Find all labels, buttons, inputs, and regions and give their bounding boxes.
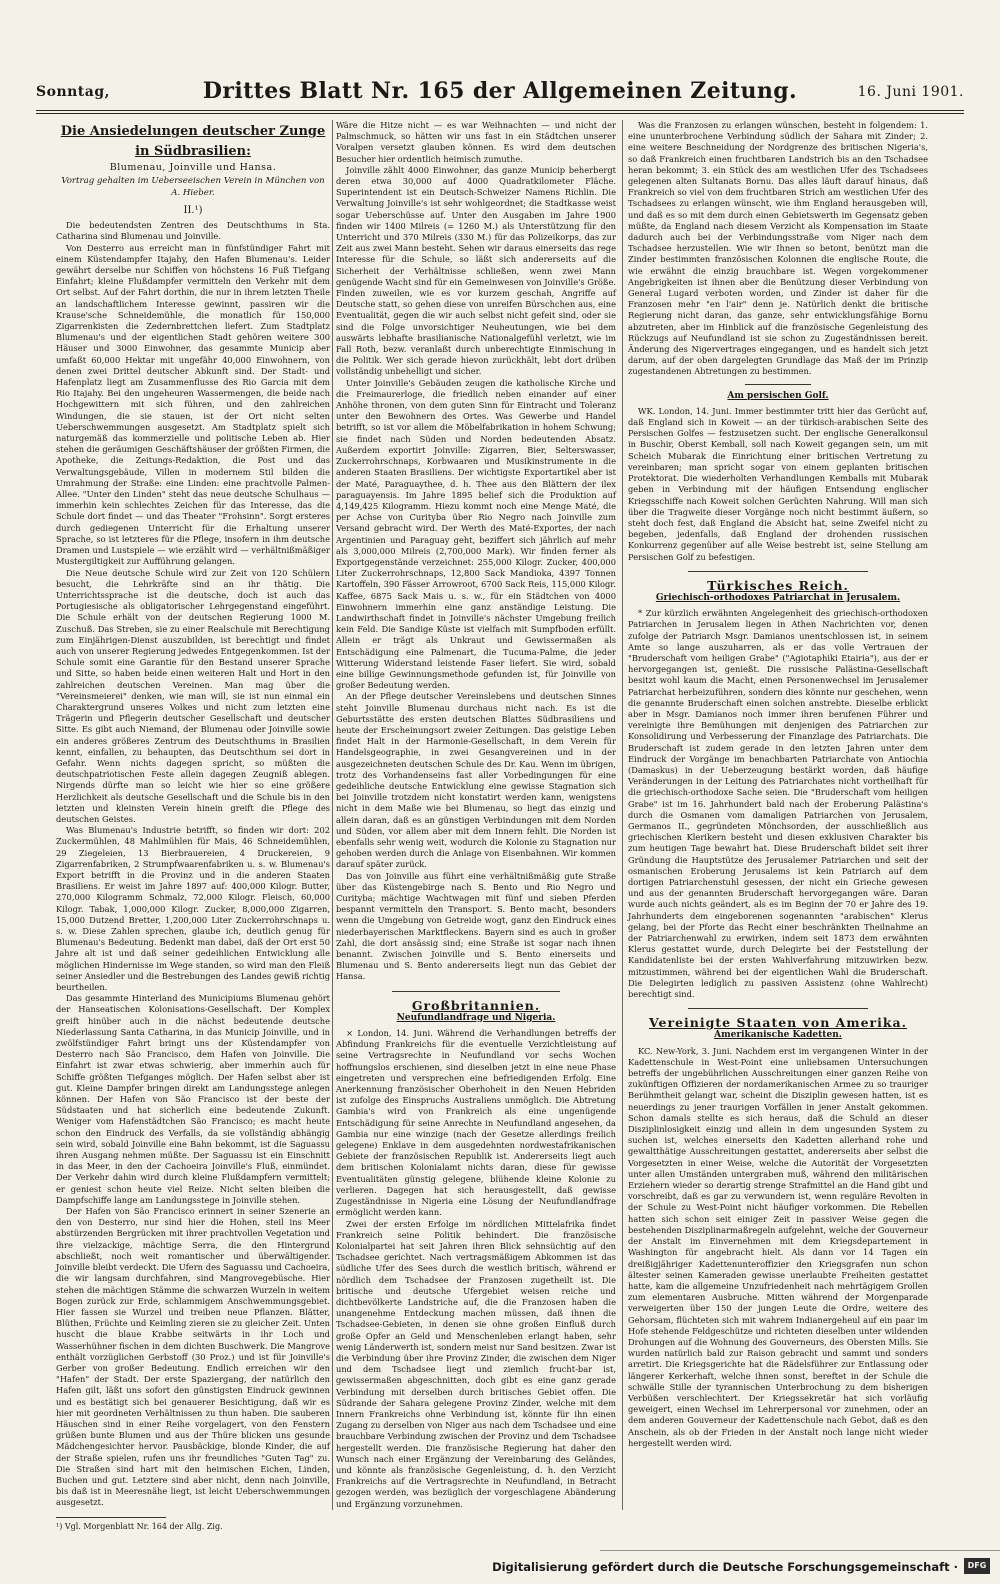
footer-rule — [600, 1550, 1000, 1551]
section-heading: Türkisches Reich. — [707, 577, 849, 593]
paragraph: Wäre die Hitze nicht — es war Weihnachten — und nicht der Palmschmuck, so hätten wir uns fast in ein Städtchen unserer Voralpen versetzt glauben können. Es wird dem deutschen Besucher hier ordentlich heimisch zumuthe. — [336, 120, 616, 164]
paragraph: * Zur kürzlich erwähnten Angelegenheit des griechisch-orthodoxen Patriarchen in Jerusalem liegen in Athen Nachrichten vor, denen zufolge der Patriarch Msgr. Damianos unentschlossen ist, in seinem Amte so lange auszuharren, als er das volle Vertrauen der "Bruderschaft vom heiligen Grabe" ("Agiotaphiki Etairia"), aus der er hervorgegangen ist, genießt. Die russische Palästina-Gesellschaft besitzt wohl kaum die Macht, einen Personenwechsel im Jerusalemer Patriarchat herbeizuführen, sondern dies könnte nur geschehen, wenn die genannte Bruderschaft einen solchen anstrebte. Dieselbe erblickt aber in Msgr. Damianos noch immer ihren berufenen Führer und vereinigte ihre Bemühungen mit denjenigen des Patriarchen zur Konsolidirung und Verbesserung der Finanzlage des Patriarchats. Die Bruderschaft ist zudem gerade in den letzten Jahren unter dem Eindruck der Vorgänge im benachbarten Patriarchate von Antiochia (Damaskus) in der Ueberzeugung bestärkt worden, daß häufige Veränderungen in der Leitung des Patriarchates nicht vortheilhaft für die griechisch-orthodoxe Sache seien. Die "Bruderschaft vom heiligen Grabe" ist im 16. Jahrhundert bald nach der Eroberung Palästina's durch die Osmanen vom damaligen Patriarchen von Jerusalem, Germanos II., gegründeten Mönchsorden, der ausschließlich aus griechischen Klerikern besteht und diesen exklusiven Charakter bis zum heutigen Tage bewahrt hat. Diese Bruderschaft bildet seit ihrer Gründung die Hauptstütze des Jerusalemer Patriarchen und seit der osmanischen Eroberung Jerusalems ist kein Patriarch auf dem dortigen Patriarchenstuhl gesessen, der nicht ein Grieche gewesen und aus der genannten Bruderschaft hervorgegangen wäre. Daran wurde auch nichts geändert, als es im Beginn der 70 er Jahre des 19. Jahrhunderts dem eingeborenen sogenannten "arabischen" Klerus gelang, bei der Pforte das Recht einer beschränkten Theilnahme an der Patriarchenwahl zu erwirken, indem seit 1873 dem erwähnten Klerus gestattet wurde, durch Delegirte bei der Feststellung der Kandidatenliste bei der ersten Wahlverfahrung mitzuwirken bezw. mitzustimmen, während bei der eigentlichen Wahl die Bruderschaft. Die Delegirten lediglich zu passiven Assistenz (ohne Wahlrecht) berechtigt sind. — [628, 608, 928, 1000]
section-subheading: Amerikanische Kadetten. — [714, 1030, 842, 1041]
footer — [0, 1552, 1000, 1584]
article-part: II.¹) — [183, 205, 203, 216]
masthead-rule-thin — [36, 113, 964, 114]
section-separator — [688, 1008, 868, 1009]
masthead-rule — [36, 110, 964, 111]
paragraph: Die bedeutendsten Zentren des Deutschthums in Sta. Catharina sind Blumenau und Joinville. — [56, 220, 330, 242]
paragraph: Unter Joinville's Gebäuden zeugen die katholische Kirche und die Freimaurerloge, die friedlich neben einander auf einer Anhöhe thronen, von dem guten Sinn für Eintracht und Toleranz unter den Bewohnern des Ortes. Was Gewerbe und Handel betrifft, so ist vor allem die Möbelfabrikation in hohem Schwung; sie findet nach Süden und Norden bedeutenden Absatz. Außerdem exportirt Joinville: Zigarren, Bier, Selterswasser, Zuckerrohrschnaps, Korbwaaren und Musikinstrumente in die anderen Staaten Brasiliens. Der wichtigste Exportartikel aber ist der Maté, Paraguaythee, d. h. Thee aus den Blättern der ilex paraguayensis. Im Jahre 1895 belief sich die Produktion auf 4,149,425 Kilogramm. Hiezu kommt noch eine Menge Maté, die per Achse von Curityba über Rio Negro nach Joinville zum Versand gebracht wird. Der Werth des Maté-Exportes, der nach Argentinien und Paraguay geht, beziffert sich jährlich auf mehr als 3,000,000 Milreis (2,700,000 Mark). Wir finden ferner als Exportgegenstände verzeichnet: 255,000 Kilogr. Zucker, 400,000 Liter Zuckerrohrschnaps, 12,800 Sack Mandioka, 4397 Tonnen Kartoffeln, 390 Fässer Arrowroot, 6700 Sack Reis, 115,000 Kilogr. Kaffee, 6875 Sack Mais u. s. w., für ein Städtchen von 4000 Einwohnern immerhin eine ganz anständige Leistung. Die Landwirthschaft findet in Joinville's nächster Umgebung freilich kein Feld. Die Sandige Küste ist vielfach mit Sumpfboden erfüllt. Allein er trägt als Unkraut und Gewissermaßen als Entschädigung eine Palmenart, die Tucuma-Palme, die jeder Witterung Widerstand leistende Faser liefert. Sie wird, sobald eine billige Gewinnungsmethode gefunden ist, für Joinville von großer Bedeutung werden. — [336, 377, 616, 691]
paragraph: Die Neue deutsche Schule wird zur Zeit von 120 Schülern besucht, die Lehrkräfte sind an ihr thätig. Die Unterrichtssprache ist die deutsche, doch ist auch das Portugiesische als obligatorischer Lehrgegenstand eingeführt. Die Schule erhält von der deutschen Regierung 1000 M. Zuschuß. Das Streben, sie zu einer Realschule mit Berechtigung zum Einjährigen-Dienst auszubilden, ist berechtigt und findet auch von unserer Regierung jedwedes Entgegenkommen. Ist der Schule somit eine Garantie für den Bestand unserer Sprache und Sitte, so haben beide einen weiteren Halt und Hort in den zahlreichen deutschen Vereinen. Man mag über die "Vereinsmeierei" denken, wie man will, sie ist nun einmal ein Charaktergrund unseres Volkes und nicht zum letzten eine Trägerin und Pflegerin deutscher Gesellschaft und deutscher Sitte. Es gibt auch Niemand, der Blumenau oder Joinville sowie ein anderes größeres Zentrum des Deutschthums in Brasilien kennt, einfallen, zu behaupten, das Deutschthum sei dort in Gefahr. Wenn nichts dagegen spricht, so müßten die deutschpatriotischen Feste allein dagegen Zeugniß ablegen. Nirgends dürfte man so leicht wie hier so eine größere Herzlichkeit als deutsche Gesellschaft und die Schule bis in den letzten und kleinsten Verein hinein greift die Pflege des deutschen Geistes. — [56, 567, 330, 824]
section-heading: Vereinigte Staaten von Amerika. — [649, 1015, 907, 1031]
dfg-logo-icon: DFG — [964, 1558, 990, 1574]
masthead-day: Sonntag, — [36, 84, 111, 100]
article-subtitle: Blumenau, Joinville und Hansa. — [109, 162, 277, 173]
column-2 — [336, 120, 616, 1510]
article-title: Die Ansiedelungen deutscher Zunge — [60, 124, 326, 139]
masthead-date: 16. Juni 1901. — [857, 84, 964, 100]
paragraph: Das von Joinville aus führt eine verhältnißmäßig gute Straße über das Küstengebirge nach S. Bento und Rio Negro und Curityba; mächtige Wachtwagen mit fünf und sieben Pferden bespannt vermitteln den Transport. S. Bento macht, besonders wenn die Umgebung von Getreide wogt, ganz den Eindruck eines niederbayerischen Marktfleckens. Bayern sind es auch in großer Zahl, die dort ansässig sind; eine Straße ist sogar nach ihnen benannt. Zwischen Joinville und S. Bento einerseits und Blumenau und S. Bento andererseits liegt nun das Gebiet der Hansa. — [336, 870, 616, 982]
section-subheading: Griechisch-orthodoxes Patriarchat in Jerusalem. — [655, 592, 901, 603]
section-separator — [688, 571, 868, 572]
section-separator — [392, 991, 560, 992]
masthead-title: Drittes Blatt Nr. 165 der Allgemeinen Zeitung. — [202, 78, 798, 104]
section-separator — [745, 384, 811, 385]
paragraph: An der Pflege deutscher Vereinslebens und deutschen Sinnes steht Joinville Blumenau durchaus nicht nach. Es ist die Geburtsstätte des ersten deutschen Blattes Südbrasiliens und heute der Erscheinungsort zweier Zeitungen. Das geistige Leben findet Halt in der Harmonie-Gesellschaft, in dem Verein für Handelsgeographie, in zwei Gesangvereinen und in der ausgezeichneten deutschen Schule des Dr. Kau. Wenn im übrigen, trotz des Vorhandenseins fast aller Vorbedingungen für eine gedeihliche deutsche Entwicklung eine gewisse Stagnation sich bei Joinville trotzdem nicht konstatirt werden kann, wenigstens nicht in dem Maße wie bei Blumenau, so liegt das einzig und allein daran, daß es an günstigen Verbindungen mit dem Norden und Süden, vor allem aber mit dem Innern fehlt. Die Norden ist ebenfalls sehr wenig weit, wodurch die Kolonie zu Stagnation nur gehoben werden durch die Anlage von Eisenbahnen. Wir kommen darauf später zurück. — [336, 691, 616, 870]
paragraph: WK. London, 14. Juni. Immer bestimmter tritt hier das Gerücht auf, daß England sich in Koweit — an der türkisch-arabischen Seite des Persischen Golfes — festzusetzen sucht. Der englische Generalkonsul in Buschir, Oberst Kemball, soll nach Koweit gegangen sein, um mit Scheich Mubarak die Einrichtung einer britischen Vertretung zu vereinbaren; man spricht sogar von einem geplanten britischen Protektorat. Die wiederholten Verhandlungen Kemballs mit Mubarak geben in Verbindung mit der häufigen Entsendung englischer Kriegsschiffe nach Koweit solchen Gerüchten Nahrung. Will man sich über die Tragweite dieser Vorgänge noch nicht bestimmt äußern, so steht doch fest, daß England die Absicht hat, seine Zweifel nicht zu begeben, jedenfalls, daß England der drohenden russischen Konkurrenz gegenüber auf alle Weise bestrebt ist, seine Stellung am Persischen Golf zu befestigen. — [628, 405, 928, 562]
section-heading: Großbritannien. — [411, 997, 541, 1013]
column-divider — [332, 120, 333, 1510]
paragraph: Das gesammte Hinterland des Municipiums Blumenau gehört der Hanseatischen Kolonisations-Gesellschaft. Der Komplex greift hinüber auch in die nächst bedeutende deutsche Niederlassung Santa Catharina, in das Municip Joinville, und in zwölfstündiger Fahrt bringt uns der Küstendampfer von Desterro nach São Francisco, dem Hafen von Joinville. Die Einfahrt ist zwar etwas schwierig, aber immerhin auch für Schiffe größten Tiefganges möglich. Der Hafen selbst aber ist gut. Kleine Dampfer bringen direkt am Landungsstege anlegen können. Der Hafen von São Francisco ist der beste der Südstaaten und hat sicherlich eine bedeutende Zukunft. Weniger vom Hafenstädtchen São Francisco; es macht heute schon den Eindruck des Verfalls, da sie vollständig abhängig sein wird, sobald Joinville eine Bahn bekommt, ist die Saguassu ihren Ausgang nehmen müßte. Der Saguassu ist ein Einschnitt in das Meer, in den der Cachoeira Joinville's Fluß, einmündet. Der Verkehr dahin wird durch kleine Flußdampfern vermittelt; er geniest schon heute viel Reize. Nicht selten bleiben die Dampfschiffe lange am Landungsstege in Joinville stehen. — [56, 993, 330, 1205]
section-subheading: Neufundlandfrage und Nigeria. — [396, 1012, 556, 1023]
article-title: in Südbrasilien: — [135, 144, 251, 159]
footnote: ¹) Vgl. Morgenblatt Nr. 164 der Allg. Zig. — [56, 1521, 223, 1531]
article-byline: Vortrag gehalten im Ueberseeischen Verein in München von — [61, 176, 325, 186]
paragraph: Was Blumenau's Industrie betrifft, so finden wir dort: 202 Zuckermühlen, 48 Mahlmühlen für Mais, 46 Schneidemühlen, 29 Ziegeleien, 13 Bierbrauereien, 4 Druckereien, 9 Zigarrenfabriken, 2 Strumpfwaarenfabriken u. s. w. Blumenau's Export betrifft in die Provinz und in die anderen Staaten Brasiliens. Er weist im Jahre 1897 auf: 400,000 Kilogr. Butter, 270,000 Kilogramm Schmalz, 72,000 Kilogr. Fleisch, 60,000 Kilogr. Tabak, 1,000,000 Kilogr. Zucker, 8,000,000 Zigarren, 15,000 Dutzend Bretter, 1,200,000 Liter Zuckerrohrschnaps u. s. w. Diese Zahlen sprechen, glaube ich, deutlich genug für Blumenau's Bedeutung. Bedenkt man dabei, daß der Ort erst 50 Jahre alt ist und daß seiner gedeihlichen Entwicklung alle möglichen Hindernisse im Wege standen, so wird man den Fleiß seiner Ansiedler und die Bestrebungen des Landes gewiß richtig beurtheilen. — [56, 825, 330, 993]
paragraph: Von Desterro aus erreicht man in fünfstündiger Fahrt mit einem Küstendampfer Itajahy, den Hafen Blumenau's. Leider gewährt derselbe nur Schiffen von höchstens 16 Fuß Tiefgang Einfahrt; kleine Flußdampfer vermitteln den Verkehr mit dem Ort selbst. Auf der Fahrt dorthin, die nur in ihrem letzten Theile an landschaftlichem Interesse gewinnt, passiren wir die Krause'sche Schneidemühle, die monatlich für 150,000 Zigarrenkisten die Zedernbrettchen liefert. Zum Stadtplatz Blumenau's und der eigentlichen Stadt gehören weitere 300 Häuser und 3000 Einwohner, das gesammte Municip aber umfaßt 60,000 Hektar mit ungefähr 40,000 Einwohnern, von denen zwei Drittel deutscher Abkunft sind. Der Stadt- und Hafenplatz liegt am Zusammenflusse des Rio Garcia mit dem Rio Itajahy. Bei den ungeheuren Wassermengen, die beide nach Hochgewittern mit sich führen, und den zahlreichen Windungen, die sie stauen, ist der Ort nicht selten Ueberschwemmungen ausgesetzt. Am Stadtplatz spielt sich naturgemäß das kommerzielle und politische Leben ab. Hier stehen die geräumigen Geschäftshäuser der größten Firmen, die Apotheke, die Zeitungs-Redaktion, die Post und das Verwaltungsgebäude, Villen in modernem Stil bilden die Umrahmung der Straße: eine Linden: eine prachtvolle Palmen-Allee. "Unter den Linden" steht das neue deutsche Schulhaus — immerhin kein schlechtes Zeichen für das Interesse, das die Schule dort findet — und das Theater "Frohsinn". Sorgt ersteres durch gediegenen Unterricht für die Erhaltung unserer Sprache, so ist letzteres für die Pflege, insofern in ihm deutsche Dramen und Lustspiele — wie erzählt wird — verhältnißmäßiger Mustergiltigkeit zur Aufführung gelangen. — [56, 242, 330, 567]
paragraph: Was die Franzosen zu erlangen wünschen, besteht in folgendem: 1. eine ununterbrochene Verbindung südlich der Sahara mit Zinder; 2. eine weitere Beschneidung der Nordgrenze des britischen Nigeria's, so daß Frankreich einen fruchtbaren Landstrich bis an den Tschadsee heran bekommt; 3. ein Stück des am westlichen Ufer des Tschadsees gelegenen alten Sultanats Bornu. Das alles läuft darauf hinaus, daß Frankreich so viel von dem fruchtbaren Strich am westlichen Ufer des Tschadsees zu erlangen wünscht, wie ihm England herausgeben will, und daß es so mit dem durch einen Gebietswerth im Gegensatz geben müßte, da England nach diesem Verzicht als Kompensation im Staate dadurch auch bei der Verbindungsstraße vom Niger nach dem Tschadsee herzustellen. Wie wir Ihnen so betont, benützt man die Zinder bestimmten französischen Kolonnen die englische Route, die wie erwähnt die einzig brauchbare ist. Wegen vorgekommener Angebrigkeiten ist ihnen aber die Benützung dieser Verbindung von General Lugard verboten worden, und Zinder ist daher für die Franzosen mehr "en l'air" denn je. Natürlich denkt die britische Regierung nicht daran, das ganze, sehr entwicklungsfähige Bornu abzutreten, aber im Hinblick auf die französische Gegenleistung des Rückzugs auf Neufundland ist sie schon zu Zugeständnissen bereit. Änderung des Nigervertrages eingegangen, und es handelt sich jetzt darum, auf der oben dargelegten Grundlage das Maß der im Prinzip zugestandenen Abtretungen zu bestimmen. — [628, 120, 928, 377]
masthead — [36, 78, 964, 106]
column-divider — [622, 120, 623, 1510]
section-subheading: Am persischen Golf. — [727, 390, 829, 401]
column-3 — [628, 120, 928, 1449]
paragraph: Der Hafen von São Francisco erinnert in seiner Szenerie an den von Desterro, nur sind hier die Hohen, steil ins Meer abstürzenden Bergrücken mit ihrer prachtvollen Vegetation und ihre vielzackige, mächtige Serra, die den Hintergrund abschließt, noch weit romantischer und überwältigender. Joinville bleibt verdeckt. Die Ufern des Saguassu und Cachoeira, die wir langsam durchfahren, sind Mangrovegebüsche. Hier stehen die mächtigen Stämme die schwarzen Wurzeln in weitem Bogen zurück zur Erde, schlammigem Anschwemmungsgebiet. Hier fassen sie Wurzel und treiben neue Pflanzen. Blätter, Blüthen, Früchte und Keimling zieren sie zu gleicher Zeit. Unten huscht die blaue Krabbe seitwärts in ihr Loch und Wasserhühner fischen in dem dichten Buschwerk. Die Mangrove enthält vorzüglichen Gerbstoff (30 Proz.) und ist für Joinville's Gerber von großer Bedeutung. Endlich erreichen wir den "Hafen" der Stadt. Der erste Spaziergang, der natürlich den Hafen gilt, läßt uns sofort den günstigsten Eindruck gewinnen und es bestätigt sich bei genauerer Besichtigung, daß wir es hier mit geordneten Verhältnissen zu thun haben. Die sauberen Häuschen sind in einer Reihe vorgelagert, von den Fenstern grüßen bunte Blumen und aus der Thüre blicken uns gesunde Mädchengesichter hervor. Pausbäckige, blonde Kinder, die auf der Straße spielen, rufen uns ihr freundliches "Guten Tag" zu. Die Straßen sind hart mit den heimischen Eichen, Linden, Buchen und gut. Letztere sind aber nicht, denn nach Joinville, bis daß ist in Meeresnähe liegt, ist leicht Ueberschwemmungen ausgesetzt. — [56, 1206, 330, 1508]
paragraph: × London, 14. Juni. Während die Verhandlungen betreffs der Abfindung Frankreichs für die eventuelle Verzichtleistung auf seine Vertragsrechte in Neufundland vor sechs Wochen hoffnungslos erschienen, sind dieselben jetzt in eine neue Phase eingetreten und versprechen eine befriedigenden Erfolg. Eine Anerkennung französischer Oberhoheit in den Neuen Hebriden ist zufolge des Einspruchs Australiens unmöglich. Die Abtretung Gambia's wird von Frankreich als eine ungenügende Entschädigung für seine Anrechte in Neufundland angesehen, da Gambia nur eine winzige (nach der Gesetze allerdings freilich gelegene) Enklave in dem ausgedehnten nordwestafrikanischen Gebiete der französischen Republik ist. Andererseits liegt auch dem britischen Kolonialamt nichts daran, diese für gewisse Eventualitäten günstig gelegene, blühende kleine Kolonie zu verlieren. Dagegen hat sich herausgestellt, daß gewisse Zugeständnisse in Nigeria eine Lösung der Neufundlandfrage ermöglicht werden kann. — [336, 1028, 616, 1218]
column-1 — [56, 120, 330, 1532]
paragraph: Zwei der ersten Erfolge im nördlichen Mittelafrika findet Frankreich seine Politik behindert. Die französische Kolonialpartei hat seit Jahren ihren Blick sehnsüchtig auf den Tschadsee gerichtet. Nach vertragsmäßigem Abkommen ist das südliche Ufer des Sees durch die westlich britisch, während er nördlich dem Tschadsee der Franzosen zugetheilt ist. Die britische und deutsche Ufergebiet weisen reiche und dichtbevölkerte Landstriche auf, die die Franzosen haben die unangenehme Entdeckung machen müssen, daß ihnen die Tschadsee-Gebieten, in denen sie ohne großen Einfluß durch große Opfer an Geld und Menschenleben erlangt haben, sehr wenig Länderwerth ist, sondern meist nur Sand besitzen. Zwar ist die Verbindung über ihre Provinz Zinder, die zwischen dem Niger und dem Tschadsee liegt und ziemlich frucht-bar ist, gewissermaßen abgeschnitten, doch gibt es eine ganz gerade Verbindung mit derselben durch britisches Gebiet offen. Die Südrande der Sahara gelegene Provinz Zinder, welche mit dem Innern Frankreichs ohne Verbindung ist, könnte für ihn einen Zugang zu derselben von Niger aus nach dem Tschadsee und eine brauchbare Verbindung zwischen der Provinz und dem Tschadsee hergestellt werden. Die französische Regierung hat daher den Wunsch nach einer Ergänzung der Vereinbarung des Geländes, und könnte als französische Gegenleistung, d. h. den Verzicht Frankreichs auf die Vertragsrechte in Neufundland, in Betracht gezogen werden, was bezüglich der vorgeschlagene Abänderung und Ergänzung vorzunehmen. — [336, 1218, 616, 1509]
article-author: A. Hieber. — [171, 188, 215, 198]
paragraph: KC. New-York, 3. Juni. Nachdem erst im vergangenen Winter in der Kadettenschule in West-Point eine unliebsamen Untersuchungen betreffs der ungebührlichen Ausschreitungen einer ganzen Reihe von zukünftigen Offizieren der nordamerikanischen Armee zu so trauriger Berühmtheit gelangt war, scheint die Disziplin gewesen hatten, ist es neuerdings zu jener traurigen Vorfällen in jener Anstalt gekommen. Schon damals stellte es sich heraus, daß die Schuld an dieser Disziplinlosigkeit einzig und allein in dem ungesunden System zu suchen ist, welches einerseits den Kadetten allerhand rohe und gewaltthätige Ausschreitungen gestattet, andererseits aber selbst die Vorgesetzten in einer Weise, welche die Autorität der Vorgesetzten unter allen Umständen untergraben muß, während den militärischen Erziehern wieder so derartig strenge Strafmittel an die Hand gibt und vorschreibt, daß es gar zu verwundern ist, wenn reguläre Revolten in der Schule zu West-Point nicht häufiger vorkommen. Die Rebellen hatten sich schon seit einiger Zeit in passiver Weise gegen die bestehenden Disziplinarmaßregeln aufgelehnt, welche der Gouverneur der Anstalt im Einvernehmen mit dem Kriegsdepartement in Washington für angebracht hielt. Als dann vor 14 Tagen ein dreißigjähriger Kadettenunteroffizier den Kriegsgrafen nun schon ältester seinen Kameraden gewisse unerlaubte Freiheiten gestattet hatte, kam die allgemeine Unzufriedenheit nach mehrtägigem Grollen zum elementaren Ausbruche. Mitten während der Morgenparade verweigerten über 150 der jungen Leute die Ordre, weitere des Gehorsam, flüchteten sich mit wahrem Indianergeheul auf ein paar im Hofe stehende Feldgeschütze und richteten dieselben unter wildenden Drohungen auf die Wohnung des Gouverneurs, des Obersten Mills. Sie wurden natürlich bald zur Raison gebracht und sammt und sonders arretirt. Die Kriegsgerichte hat die Rädelsführer zur Entlassung oder längerer Kerkerhaft, welche ihnen sonst, bereftet in der Schule die schwälle Stille der tyrannischen Unterbrochung zu dem bisherigen Verbüßen verschlechtert. Der Kriegssekretär hat sich vorläufig geweigert, einen Wechsel im Lehrerpersonal vor zunehmen, oder an dem anderen Gouverneur der Kadettenschule nach Gebot, daß es den Anschein, als ob der Frieden in der Anstalt noch lange nicht wieder hergestellt werden wird. — [628, 1045, 928, 1448]
footnote-rule — [56, 1517, 166, 1518]
digitisation-credit: Digitalisierung gefördert durch die Deutsche Forschungsgemeinschaft · — [492, 1560, 958, 1574]
paragraph: Joinville zählt 4000 Einwohner, das ganze Municip beherbergt deren etwa 30,000 auf 4000 Quadratkilometer Fläche. Superintendent ist ein Deutsch-Schweizer Namens Richlin. Die Verwaltung Joinville's ist sehr wohlgeordnet; die Stadtkasse weist sogar Ueberschüsse auf. Unter den Ausgaben im Jahre 1900 finden wir 1400 Milreis (= 1260 M.) als Unterstützung für den Unterricht und 370 Milreis (330 M.) für das Polizeikorps, das zur Zeit aus zwei Mann besteht. Sehen wir daraus einerseits das rege Interesse für die Schule, so läßt sich andererseits auf die Sicherheit der Verhältnisse schließen, wenn zwei Mann genügende Wacht sind für ein Gemeinwesen von Joinville's Größe. Finden zuweilen, wie es vor kurzem geschah, Angriffe auf Deutsche statt, so gehen diese von unreifen Bürschchen aus, eine Eventualität, gegen die wir auch selbst nicht gefeit sind, oder sie sind die Folge unvorsichtiger Neuheutungen, wie bei dem auswärts lebhafte brasilianische Nationalgefühl verletzt, wie im Fall Roth, bezw. veranlaßt durch unberechtigte Einmischung in die Politik. Wer sich gerade hievon zurückhält, lebt dort drüben vollständig unbehelligt und sicher. — [336, 164, 616, 377]
